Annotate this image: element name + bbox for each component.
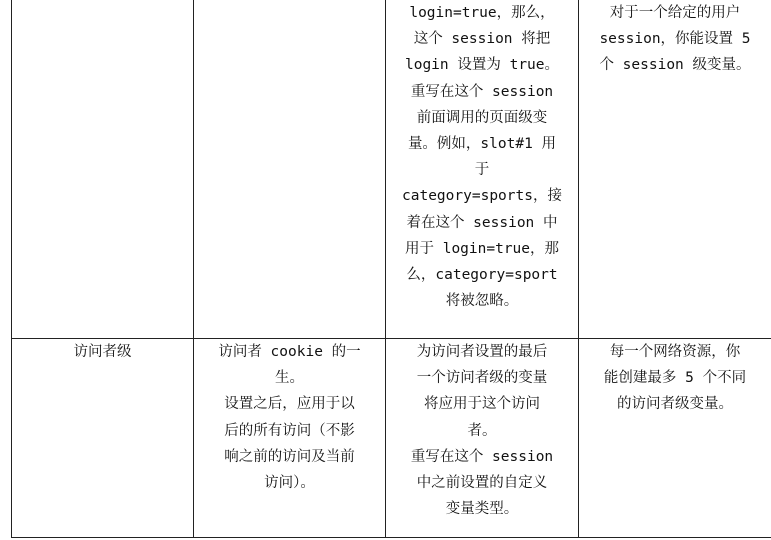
cell-text [585,339,765,418]
cell-line: 者。 [467,422,497,439]
cell-line: session，你能设置 5 [599,31,751,48]
cell-line: 访问者 cookie 的一 [218,344,361,360]
cell-line: 为访问者设置的最后 [416,344,548,360]
cell-line: 于 [474,162,490,179]
scope-name-cell [12,339,194,538]
cell-line: 这个 session 将把 [413,31,551,48]
cell-line: 一个访问者级的变量 [416,370,548,387]
cell-line: 中之前设置的自定义 [416,475,548,492]
cell-line: 变量类型。 [445,501,519,518]
precedence-cell [386,0,579,339]
cell-line: 对于一个给定的用户 [609,5,741,21]
limit-cell [579,339,771,538]
cell-line: 重写在这个 session [410,83,554,100]
cell-line: 将应用于这个访问 [424,396,540,413]
cell-line: 响之前的访问及当前 [224,448,355,465]
cell-line: category=sports，接 [402,188,562,205]
cell-line: 的访问者级变量。 [617,396,733,413]
scope-name-cell [12,0,194,339]
cell-line: 着在这个 session 中 [406,214,558,231]
cell-line: 设置之后，应用于以 [224,396,355,413]
cell-line: 每一个网络资源，你 [609,344,741,360]
cell-line: 前面调用的页面级变 [416,109,548,126]
cell-line: 将被忽略。 [445,293,519,310]
lifetime-cell [194,339,386,538]
variable-scope-table [11,0,771,538]
cell-line: 量。例如，slot#1 用 [407,136,557,153]
cell-text [585,0,765,79]
cell-line: 重写在这个 session [410,448,554,465]
lifetime-cell [194,0,386,339]
table-row-session [12,0,771,339]
cell-line: login=true，那么， [409,5,555,21]
cell-text [392,339,572,522]
cell-line: 么，category=sport [406,267,558,284]
cell-text [48,339,157,365]
cell-line: 访问）。 [264,475,315,492]
cell-line: 用于 login=true，那 [404,240,560,257]
cell-line: 生。 [275,370,304,387]
cell-text [392,0,572,314]
table-row-visitor [12,339,771,538]
precedence-cell [386,339,579,538]
cell-line: login 设置为 true。 [404,57,560,74]
cell-line: 后的所有访问（不影 [224,422,355,439]
cell-text [200,339,379,496]
cell-line: 访问者级 [73,344,132,360]
limit-cell [579,0,771,339]
cell-line: 能创建最多 5 个不同 [603,370,747,387]
cell-line: 个 session 级变量。 [599,57,751,74]
